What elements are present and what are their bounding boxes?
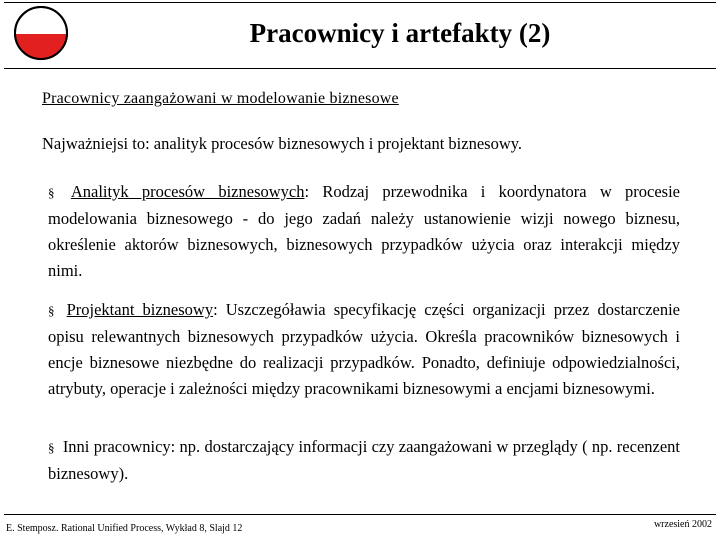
footer-source: E. Stemposz. Rational Unified Process, Wykład 8, Slajd 12 — [6, 523, 243, 534]
bullet-item — [48, 297, 680, 402]
footer-date: wrzesień 2002 — [653, 519, 712, 530]
bullet-item — [48, 179, 680, 284]
header-rule — [4, 68, 716, 69]
header-rule-top — [4, 2, 716, 3]
bullet-text: : Uszczegóławia specyfikację części organizacji przez dostarczenie opisu relewantnych biznesowych przypadków użycia. Określa pracowników biznesowych i encje biznesowe niezbędne do realizacji przypadków. Ponadto, definiuje odpowiedzialności, atrybuty, operacje i zależności między pracownikami biznesowymi a encjami biznesowymi. — [48, 300, 680, 398]
bullet-icon: § — [48, 185, 55, 200]
bullet-icon: § — [48, 440, 55, 455]
bullet-text: : Rodzaj przewodnika i koordynatora w procesie modelowania biznesowego - do jego zadań należy ustanowienie wizji nowego biznesu, określenie aktorów biznesowych, biznesowych przypadków użycia oraz interakcji między nimi. — [48, 182, 680, 280]
bullet-term: Analityk procesów biznesowych — [70, 182, 305, 201]
intro-text: Najważniejsi to: analityk procesów biznesowych i projektant biznesowy. — [42, 134, 523, 153]
footer-rule — [4, 514, 716, 515]
page-title: Pracownicy i artefakty (2) — [249, 18, 551, 48]
section-heading: Pracownicy zaangażowani w modelowanie biznesowe — [42, 90, 399, 107]
bullet-text: Inni pracownicy: np. dostarczający informacji czy zaangażowani w przeglądy ( np. recenzent biznesowy). — [48, 437, 681, 483]
bullet-icon: § — [48, 303, 55, 318]
bullet-item — [48, 434, 680, 487]
bullet-term: Projektant biznesowy — [66, 300, 214, 319]
